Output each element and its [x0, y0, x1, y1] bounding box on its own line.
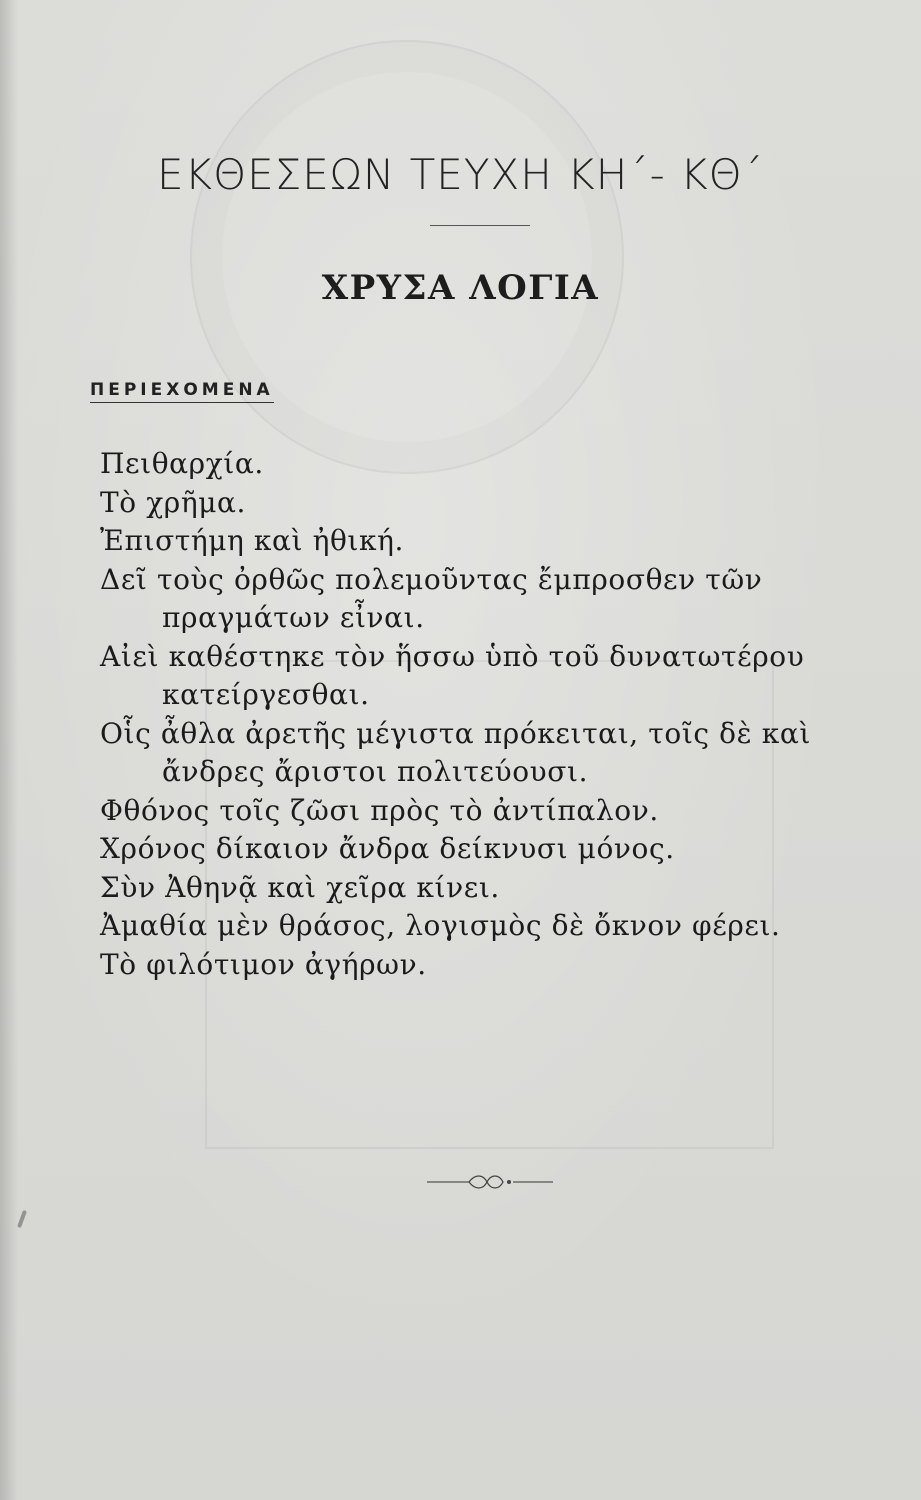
page-subtitle: ΧΡΥΣΑ ΛΟΓΙΑ: [321, 268, 600, 308]
contents-list: [100, 445, 890, 984]
contents-item: Ἀμαθία μὲν θράσος, λογισμὸς δὲ ὄκνον φέρει.: [100, 909, 781, 942]
show-through-seal: [190, 40, 624, 474]
page-binding-shadow: [0, 0, 18, 1500]
contents-item: Χρόνος δίκαιον ἄνδρα δείκνυσι μόνος.: [100, 832, 675, 865]
contents-item: Αἰεὶ καθέστηκε τὸν ἥσσω ὑπὸ τοῦ δυνατωτέρου κατείργεσθαι.: [100, 639, 805, 711]
contents-item: Σὺν Ἀθηνᾷ καὶ χεῖρα κίνει.: [100, 870, 500, 904]
tailpiece-ornament-icon: [425, 1170, 555, 1194]
ink-speck: [17, 1210, 27, 1228]
contents-item: Ἐπιστήμη καὶ ἠθική.: [100, 524, 404, 557]
contents-item: Φθόνος τοῖς ζῶσι πρὸς τὸ ἀντίπαλον.: [100, 793, 659, 827]
contents-item: Τὸ χρῆμα.: [100, 485, 247, 519]
contents-heading: ΠΕΡΙΕΧΟΜΕΝΑ: [90, 380, 274, 403]
page-title: ΕΚΘΕΣΕΩΝ ΤΕΥΧΗ ΚΗ΄- ΚΘ΄: [157, 150, 764, 199]
contents-item: Πειθαρχία.: [100, 447, 264, 480]
contents-item: Οἷς ἆθλα ἀρετῆς μέγιστα πρόκειται, τοῖς δὲ καὶ ἄνδρες ἄριστοι πολιτεύουσι.: [100, 716, 811, 788]
contents-item: Δεῖ τοὺς ὀρθῶς πολεμοῦντας ἔμπροσθεν τῶν πραγμάτων εἶναι.: [100, 562, 763, 634]
contents-item: Τὸ φιλότιμον ἀγήρων.: [100, 947, 427, 981]
title-divider: [430, 225, 530, 226]
